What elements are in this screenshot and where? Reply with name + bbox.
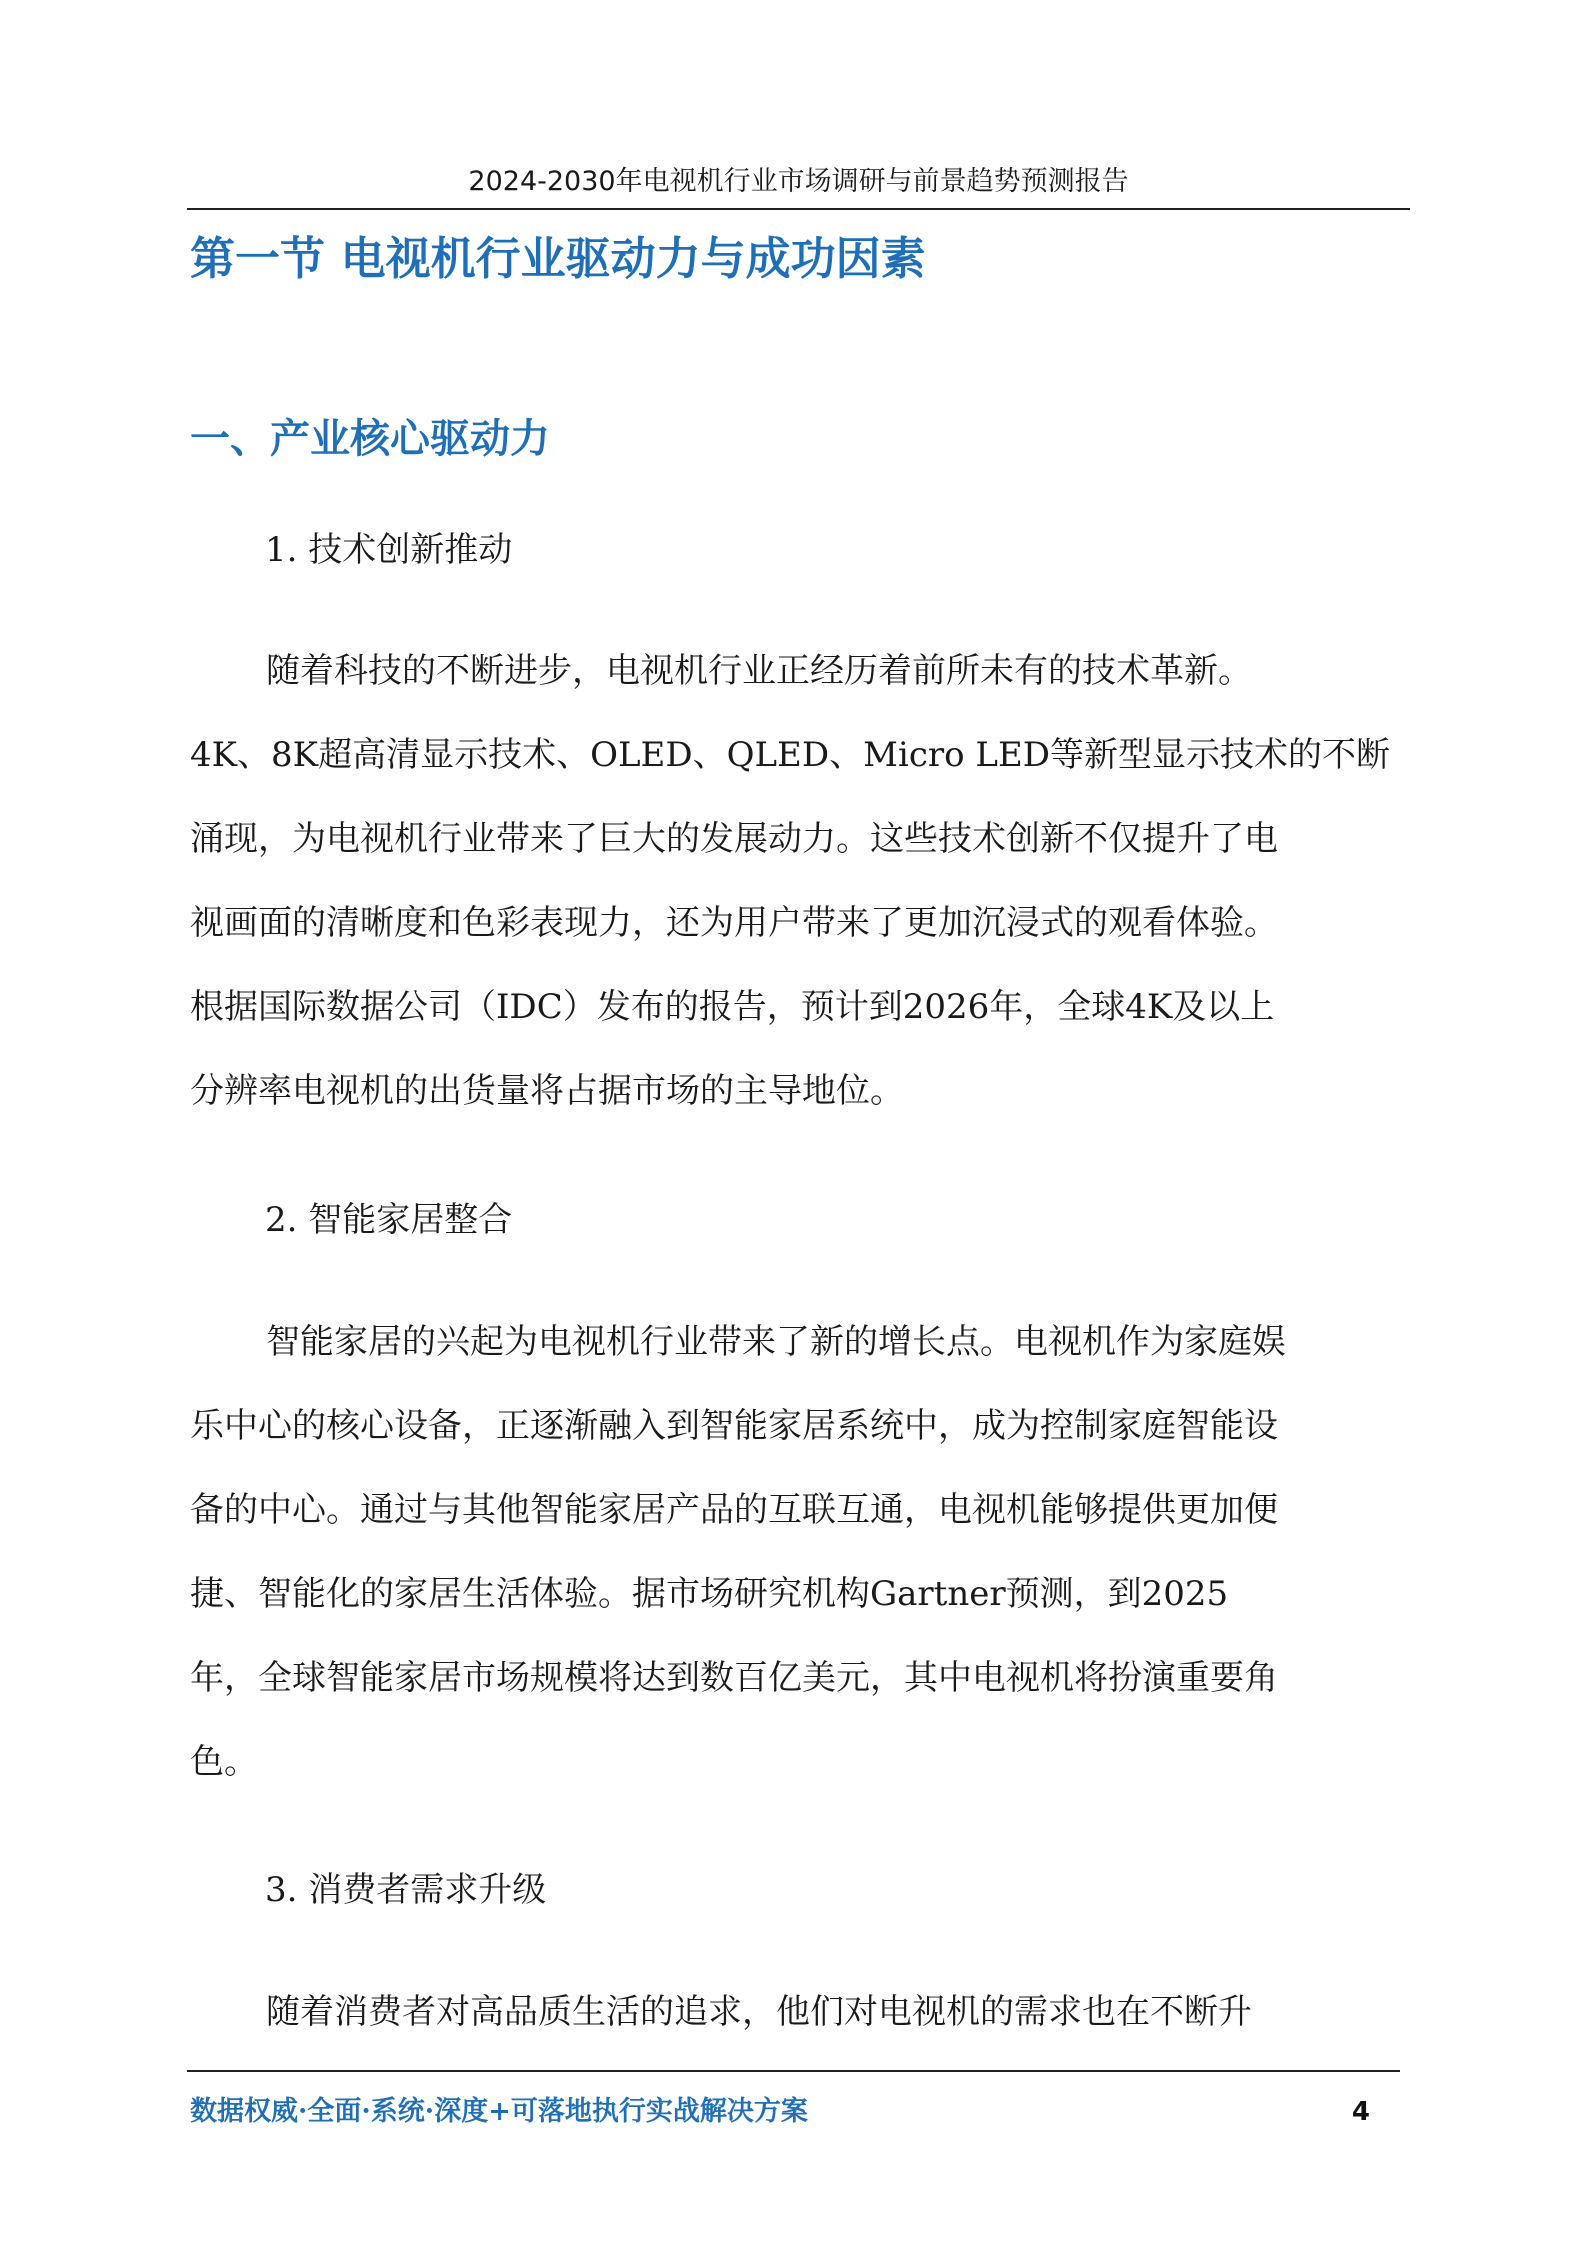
paragraph-tech-innovation <box>190 629 1430 1133</box>
paragraph-line: 4K、8K超高清显示技术、OLED、QLED、Micro LED等新型显示技术的不断 <box>190 735 1391 775</box>
item-heading-smart-home: 2. 智能家居整合 <box>265 1200 513 1240</box>
section-title: 第一节 电视机行业驱动力与成功因素 <box>190 232 926 285</box>
footer-divider <box>187 2070 1400 2072</box>
paragraph-line: 智能家居的兴起为电视机行业带来了新的增长点。电视机作为家庭娱 <box>266 1322 1286 1362</box>
paragraph-line: 年，全球智能家居市场规模将达到数百亿美元，其中电视机将扮演重要角 <box>190 1658 1278 1698</box>
paragraph-line: 捷、智能化的家居生活体验。据市场研究机构Gartner预测，到2025 <box>190 1574 1229 1614</box>
paragraph-line: 根据国际数据公司（IDC）发布的报告，预计到2026年，全球4K及以上 <box>190 987 1275 1027</box>
paragraph-line: 随着科技的不断进步，电视机行业正经历着前所未有的技术革新。 <box>266 651 1252 691</box>
paragraph-line: 备的中心。通过与其他智能家居产品的互联互通，电视机能够提供更加便 <box>190 1490 1278 1530</box>
paragraph-line: 乐中心的核心设备，正逐渐融入到智能家居系统中，成为控制家庭智能设 <box>190 1406 1278 1446</box>
paragraph-line: 色。 <box>190 1742 258 1782</box>
paragraph-line: 随着消费者对高品质生活的追求，他们对电视机的需求也在不断升 <box>266 1992 1252 2032</box>
header-divider <box>187 208 1410 210</box>
subsection-title: 一、产业核心驱动力 <box>190 416 550 462</box>
paragraph-line: 分辨率电视机的出货量将占据市场的主导地位。 <box>190 1071 904 1111</box>
paragraph-consumer-demand <box>190 1970 1430 2054</box>
item-heading-consumer-demand: 3. 消费者需求升级 <box>265 1870 547 1910</box>
page-number: 4 <box>1351 2097 1370 2127</box>
report-header-title: 2024-2030年电视机行业市场调研与前景趋势预测报告 <box>468 166 1129 197</box>
paragraph-smart-home <box>190 1300 1430 1804</box>
footer-slogan: 数据权威·全面·系统·深度+可落地执行实战解决方案 <box>190 2096 808 2127</box>
paragraph-line: 涌现，为电视机行业带来了巨大的发展动力。这些技术创新不仅提升了电 <box>190 819 1278 859</box>
item-heading-tech-innovation: 1. 技术创新推动 <box>265 530 513 570</box>
paragraph-line: 视画面的清晰度和色彩表现力，还为用户带来了更加沉浸式的观看体验。 <box>190 903 1278 943</box>
